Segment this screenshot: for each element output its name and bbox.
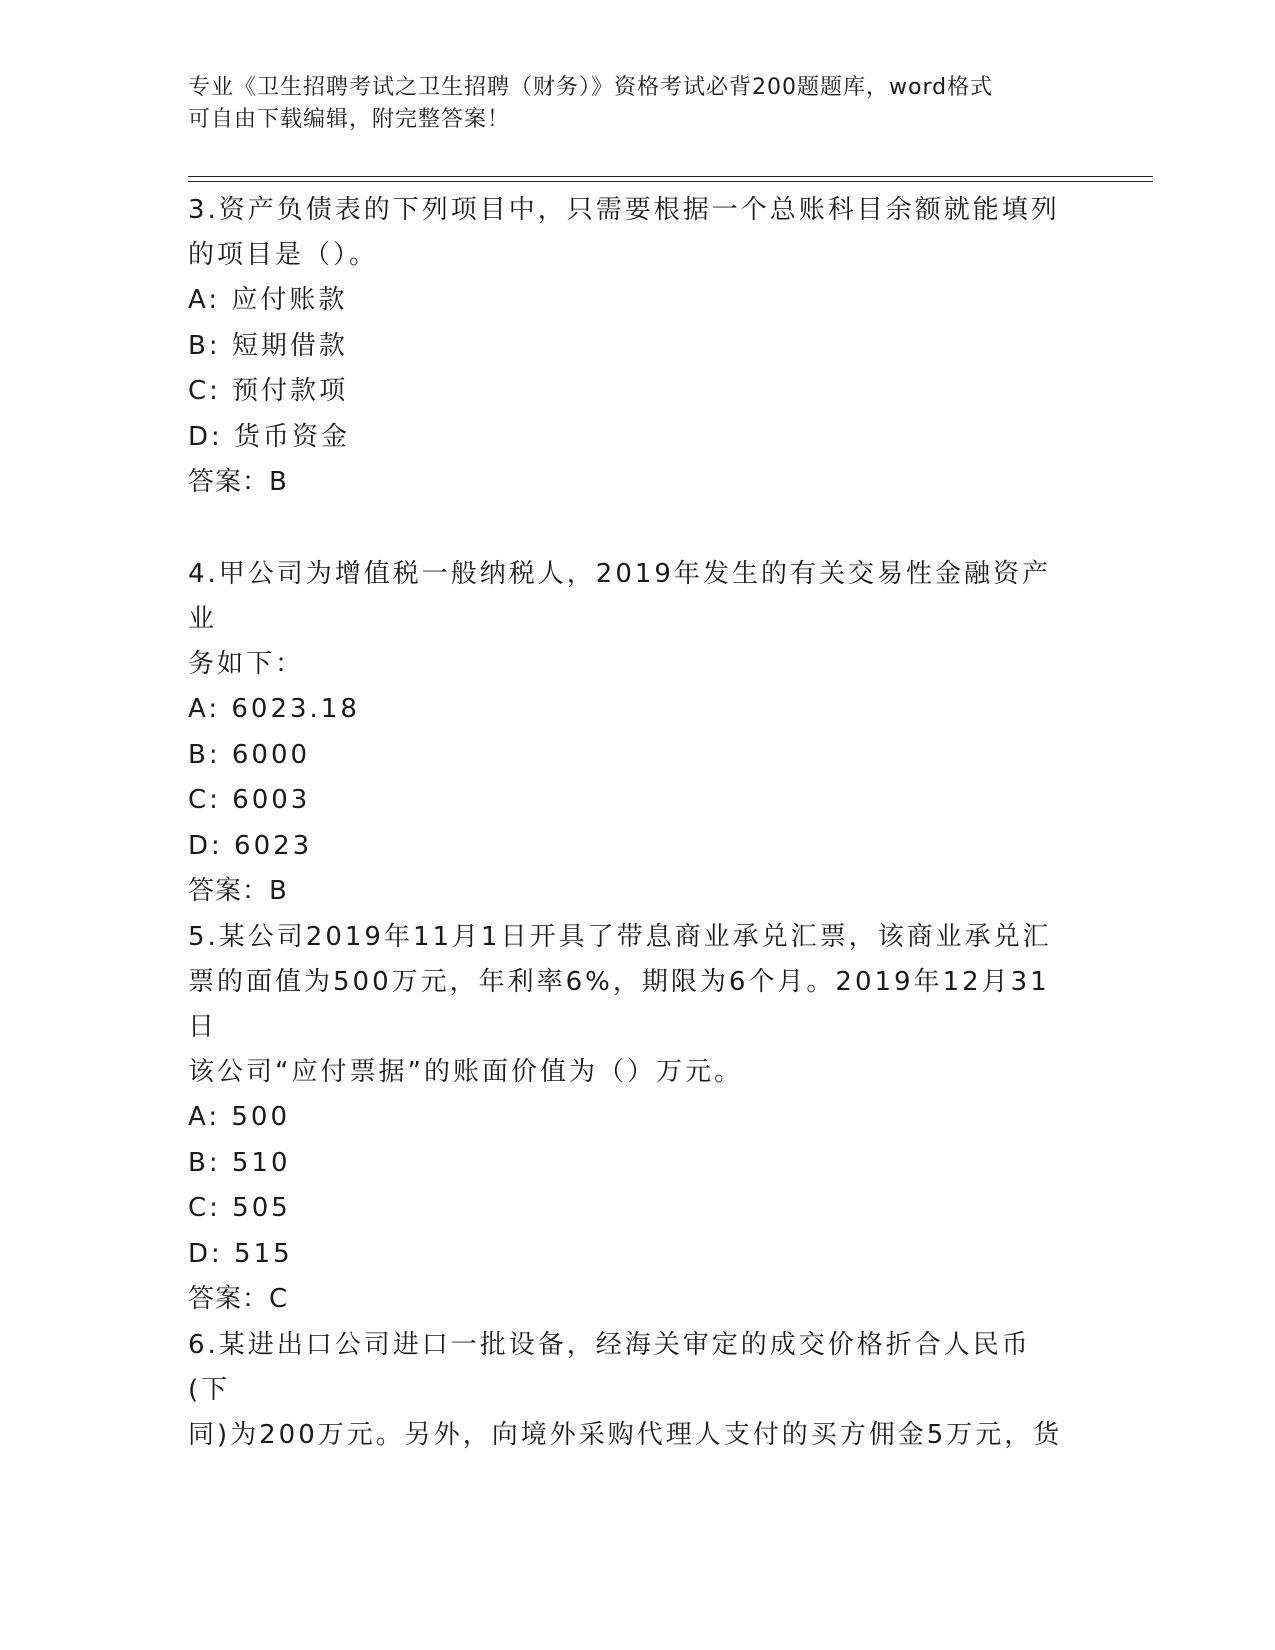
question-stem-line: 4.甲公司为增值税一般纳税人，2019年发生的有关交易性金融资产业 — [188, 559, 1051, 634]
header-line-1: 专业《卫生招聘考试之卫生招聘（财务）》资格考试必背200题题库，word格式 — [188, 75, 994, 100]
question-stem-line: 票的面值为500万元，年利率6%，期限为6个月。2019年12月31日 — [188, 967, 1050, 1042]
option-b: B: 510 — [188, 1147, 291, 1178]
answer-line: 答案：C — [188, 1284, 289, 1314]
answer-line: 答案：B — [188, 876, 288, 906]
option-d: D: 515 — [188, 1238, 293, 1269]
option-c: C: 6003 — [188, 785, 311, 815]
question-stem-line: 6.某进出口公司进口一批设备，经海关审定的成交价格折合人民币(下 — [188, 1330, 1031, 1405]
option-a: A: 500 — [188, 1102, 290, 1132]
question-stem-line: 3.资产负债表的下列项目中，只需要根据一个总账科目余额就能填列 — [188, 195, 1060, 225]
question-3 — [188, 188, 1068, 505]
header-divider-bottom — [188, 181, 1153, 182]
option-a: A: 6023.18 — [188, 694, 360, 724]
question-5 — [188, 915, 1068, 1322]
question-4 — [188, 552, 1068, 914]
question-6 — [188, 1323, 1068, 1458]
option-b: B: 6000 — [188, 739, 311, 770]
option-b: B: 短期借款 — [188, 330, 348, 361]
question-stem-line: 务如下： — [188, 649, 305, 679]
header-line-2: 可自由下载编辑，附完整答案！ — [188, 107, 511, 132]
header-divider-top — [188, 176, 1153, 177]
document-header — [188, 72, 1068, 136]
answer-line: 答案：B — [188, 467, 288, 497]
question-stem-line: 的项目是（）。 — [188, 240, 379, 270]
question-stem-line: 该公司“应付票据”的账面价值为（）万元。 — [188, 1057, 743, 1087]
option-d: D: 货币资金 — [188, 421, 351, 452]
question-stem-line: 同)为200万元。另外，向境外采购代理人支付的买方佣金5万元，货 — [188, 1420, 1063, 1450]
option-c: C: 505 — [188, 1193, 291, 1223]
option-c: C: 预付款项 — [188, 376, 349, 406]
option-d: D: 6023 — [188, 830, 313, 861]
option-a: A: 应付账款 — [188, 285, 348, 315]
question-stem-line: 5.某公司2019年11月1日开具了带息商业承兑汇票，该商业承兑汇 — [188, 922, 1052, 952]
